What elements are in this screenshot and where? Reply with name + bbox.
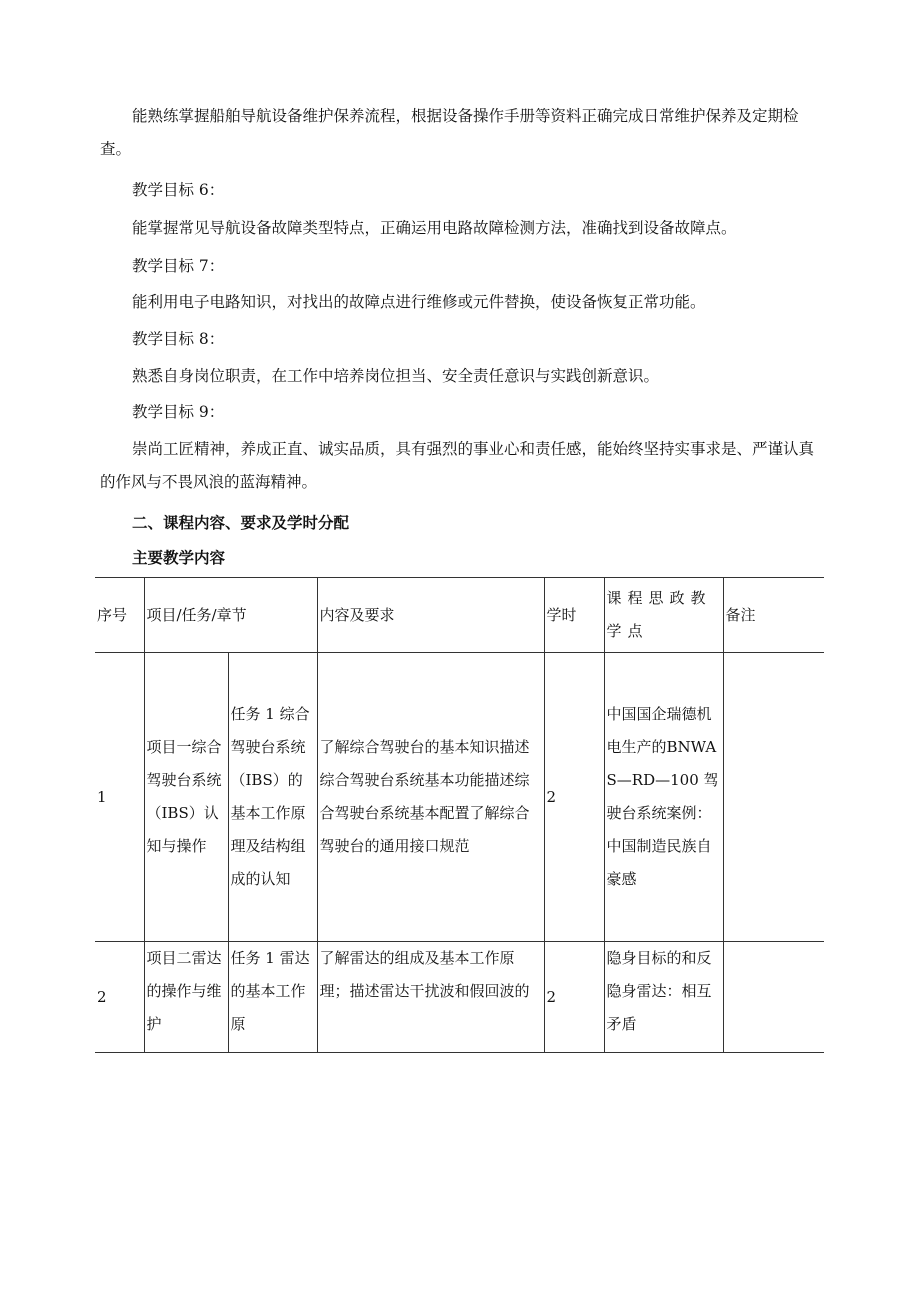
- row-content: 了解综合驾驶台的基本知识描述综合驾驶台系统基本功能描述综合驾驶台系统基本配置了解综合驾驶台的通用接口规范: [317, 653, 544, 942]
- table-row: [95, 942, 824, 1053]
- row-content: 了解雷达的组成及基本工作原理；描述雷达干扰波和假回波的: [317, 942, 544, 1053]
- row-no: 1: [95, 653, 144, 942]
- header-remark: 备注: [723, 578, 824, 653]
- header-no: 序号: [95, 578, 144, 653]
- header-ideology: 课程思政教学点: [604, 578, 723, 653]
- header-content: 内容及要求: [317, 578, 544, 653]
- row-project: 项目一综合驾驶台系统（IBS）认知与操作: [144, 653, 228, 942]
- goal-8-label: 教学目标 8：: [132, 330, 225, 348]
- goal-9-label: 教学目标 9：: [132, 403, 225, 421]
- row-task: 任务 1 综合驾驶台系统（IBS）的基本工作原理及结构组成的认知: [228, 653, 317, 942]
- row-hours: 2: [544, 942, 604, 1053]
- goal-6-text: 能掌握常见导航设备故障类型特点，正确运用电路故障检测方法，准确找到设备故障点。: [132, 219, 737, 237]
- goal-5-text: 能熟练掌握船舶导航设备维护保养流程，根据设备操作手册等资料正确完成日常维护保养及定期检查。: [100, 107, 799, 158]
- row-project: 项目二雷达的操作与维护: [144, 942, 228, 1053]
- goal-8-text: 熟悉自身岗位职责，在工作中培养岗位担当、安全责任意识与实践创新意识。: [132, 367, 660, 385]
- row-remark: [723, 653, 824, 942]
- goal-9-text: 崇尚工匠精神，养成正直、诚实品质，具有强烈的事业心和责任感，能始终坚持实事求是、严谨认真的作风与不畏风浪的蓝海精神。: [100, 440, 815, 491]
- row-task: 任务 1 雷达的基本工作原: [228, 942, 317, 1053]
- row-ideology: 中国国企瑞德机电生产的BNWAS—RD—100 驾驶台系统案例：中国制造民族自豪感: [604, 653, 723, 942]
- row-hours: 2: [544, 653, 604, 942]
- goal-7-label: 教学目标 7：: [132, 257, 225, 275]
- section-heading: 二、课程内容、要求及学时分配: [132, 514, 350, 532]
- row-remark: [723, 942, 824, 1053]
- goal-7-text: 能利用电子电路知识，对找出的故障点进行维修或元件替换，使设备恢复正常功能。: [132, 293, 706, 311]
- table-header-row: [95, 578, 824, 653]
- row-no: 2: [95, 942, 144, 1053]
- header-project: 项目/任务/章节: [144, 578, 317, 653]
- table-title: 主要教学内容: [132, 549, 226, 567]
- row-ideology: 隐身目标的和反隐身雷达：相互矛盾: [604, 942, 723, 1053]
- goal-6-label: 教学目标 6：: [132, 181, 225, 199]
- table-row: [95, 653, 824, 942]
- header-hours: 学时: [544, 578, 604, 653]
- course-content-table: [95, 577, 824, 1053]
